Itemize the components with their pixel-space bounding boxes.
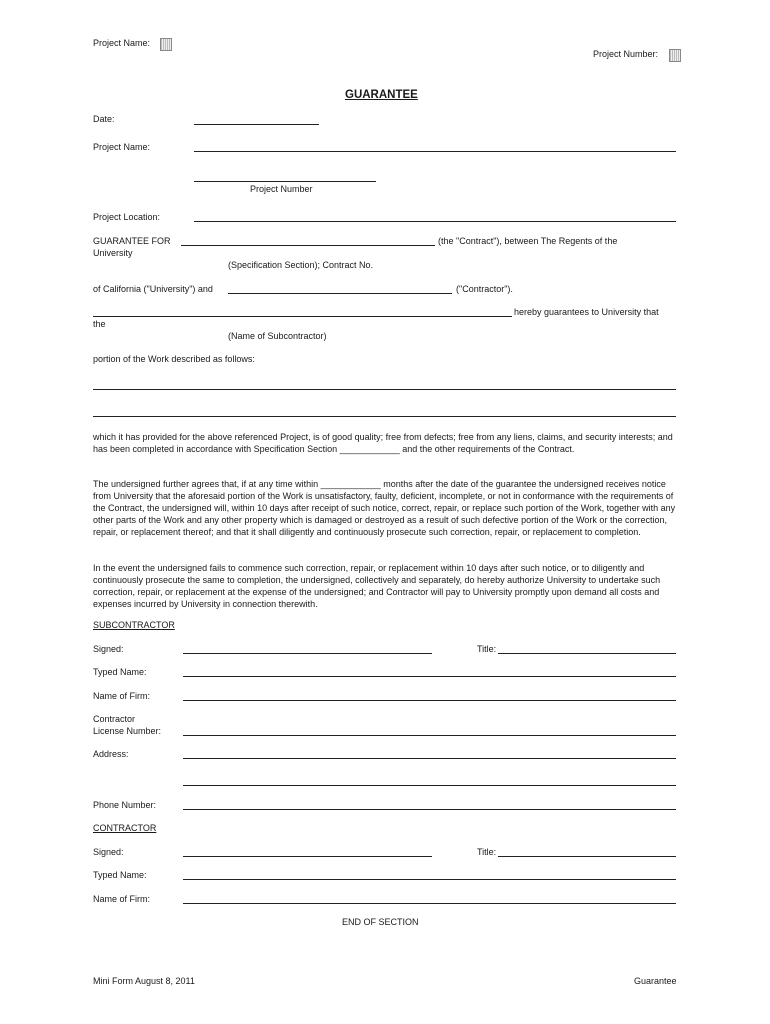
sub-address-field-1[interactable] [183, 758, 676, 759]
sub-signed-label: Signed: [93, 644, 124, 654]
sub-phone-field[interactable] [183, 809, 676, 810]
contractor-name-field[interactable] [228, 293, 452, 294]
project-number-checkbox[interactable] [669, 49, 681, 62]
of-california-label: of California ("University") and [93, 284, 213, 294]
con-typed-name-field[interactable] [183, 879, 676, 880]
sub-license-field[interactable] [183, 735, 676, 736]
project-number-field[interactable] [194, 181, 376, 182]
page-title: GUARANTEE [345, 89, 418, 101]
project-location-label: Project Location: [93, 212, 161, 222]
project-name-checkbox[interactable] [160, 38, 172, 51]
sub-license-label-2: License Number: [93, 726, 162, 736]
work-description-line-1[interactable] [93, 389, 676, 390]
portion-text: portion of the Work described as follows: [93, 354, 255, 364]
sub-firm-field[interactable] [183, 700, 676, 701]
sub-signed-field[interactable] [183, 653, 432, 654]
sub-typed-name-label: Typed Name: [93, 667, 147, 677]
sub-address-field-2[interactable] [183, 785, 676, 786]
footer-left: Mini Form August 8, 2011 [93, 976, 195, 986]
sub-title-label: Title: [477, 644, 497, 654]
paragraph-agreement-b: months after the date of the guarantee the undersigned receives notice from University that the aforesaid portion of the Work is unsatisfactory, faulty, deficient, incomplete, or not in conformance with the requirements of the Contract, the undersigned will, within 10 days after receipt of such notice, correct, repair, or replace such portion of the Work, together with any other parts of the Work and any other property which is damaged or destroyed as a result of such defective portion of the Work or the correction, repair, or replacement thereof; and that it shall diligently and continuously prosecute such correction, repair, or replacement to completion. [93, 479, 676, 537]
spec-section-caption: (Specification Section); Contract No. [228, 260, 374, 270]
contract-suffix: (the "Contract"), between The Regents of the [438, 236, 618, 246]
project-name-label: Project Name: [93, 142, 151, 152]
university-wrap: University [93, 248, 133, 258]
project-number-caption: Project Number [250, 184, 313, 194]
date-label: Date: [93, 114, 115, 124]
contractor-suffix: ("Contractor"). [456, 284, 513, 294]
con-firm-label: Name of Firm: [93, 894, 151, 904]
con-firm-field[interactable] [183, 903, 676, 904]
subcontractor-heading: SUBCONTRACTOR [93, 620, 175, 630]
months-blank[interactable]: ____________ [320, 479, 381, 489]
footer-right: Guarantee [634, 976, 677, 986]
contract-field[interactable] [181, 245, 435, 246]
con-signed-label: Signed: [93, 847, 124, 857]
header-project-number-label: Project Number: [593, 49, 659, 59]
con-title-field[interactable] [498, 856, 676, 857]
con-typed-name-label: Typed Name: [93, 870, 147, 880]
paragraph-agreement-a: The undersigned further agrees that, if at any time within [93, 479, 319, 489]
paragraph-quality-b: and the other requirements of the Contract. [402, 444, 575, 454]
guarantee-for-label: GUARANTEE FOR [93, 236, 171, 246]
paragraph-quality-a: which it has provided for the above referenced Project, is of good quality; free from defects; free from any liens, claims, and security interests; and has been completed in accordance with Specification Section [93, 432, 673, 454]
header-project-name-label: Project Name: [93, 38, 151, 48]
sub-firm-label: Name of Firm: [93, 691, 151, 701]
sub-phone-label: Phone Number: [93, 800, 157, 810]
subcontractor-caption: (Name of Subcontractor) [228, 331, 327, 341]
end-of-section: END OF SECTION [342, 917, 419, 927]
sub-title-field[interactable] [498, 653, 676, 654]
work-description-line-2[interactable] [93, 416, 676, 417]
con-signed-field[interactable] [183, 856, 432, 857]
sub-address-label: Address: [93, 749, 129, 759]
paragraph-agreement [93, 478, 683, 538]
project-location-field[interactable] [194, 221, 676, 222]
contractor-heading: CONTRACTOR [93, 823, 157, 833]
paragraph-quality [93, 431, 683, 455]
spec-section-blank[interactable]: ____________ [339, 444, 400, 454]
paragraph-failure: In the event the undersigned fails to commence such correction, repair, or replacement within 10 days after such notice, or to diligently and continuously prosecute the same to completion, the undersigned, collectively and separately, do hereby authorize University to undertake such correction, repair, or replacement at the expense of the undersigned; and Contractor will pay to University promptly upon demand all costs and expenses incurred by University in connection therewith. [93, 563, 661, 609]
subcontractor-name-field[interactable] [93, 316, 512, 317]
sub-typed-name-field[interactable] [183, 676, 676, 677]
hereby-guarantees-text: hereby guarantees to University that [514, 307, 659, 317]
con-title-label: Title: [477, 847, 497, 857]
the-wrap: the [93, 319, 106, 329]
project-name-field[interactable] [194, 151, 676, 152]
sub-license-label-1: Contractor [93, 714, 136, 724]
date-field[interactable] [194, 124, 319, 125]
